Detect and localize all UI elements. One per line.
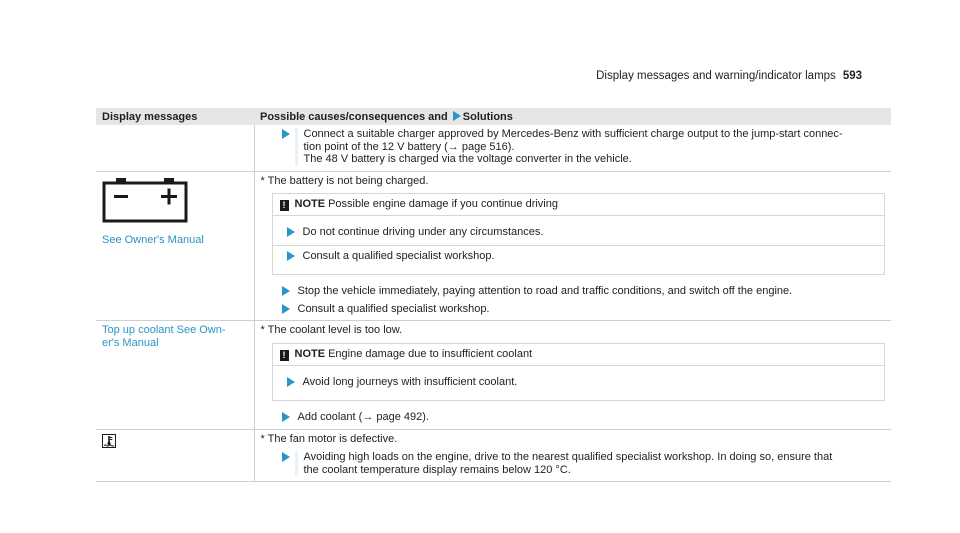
arrow-icon <box>282 304 290 314</box>
arrow-icon <box>282 412 290 422</box>
table-row <box>96 125 891 171</box>
note-step: Consult a qualified specialist workshop. <box>287 250 885 263</box>
solution-step: Avoiding high loads on the engine, drive to the nearest qualified specialist workshop. In doing so, ensure that the coolant temperature display remains below 120 °C. <box>282 451 886 476</box>
page-number: 593 <box>842 70 862 82</box>
display-message: Top up coolant See Own- er's Manual <box>102 324 226 349</box>
arrow-icon <box>282 129 290 139</box>
display-message: See Owner's Manual <box>102 234 204 246</box>
note-text: Engine damage due to insufficient coolant <box>328 347 533 360</box>
solution-step: Consult a qualified specialist workshop. <box>282 303 886 316</box>
note-box <box>272 193 886 275</box>
table-row <box>96 171 891 321</box>
solution-step: Connect a suitable charger approved by Mercedes-Benz with sufficient charge output to the jump-start connec- tion point of the 12 V battery (→ page 516). The 48 V battery is charged via the voltage converter in the vehicle. <box>282 128 886 166</box>
cause-text: * The coolant level is too low. <box>260 324 403 336</box>
messages-table <box>96 108 891 482</box>
arrow-icon <box>282 286 290 296</box>
table-header-row <box>96 108 891 125</box>
coolant-temperature-icon <box>102 434 116 448</box>
arrow-icon <box>282 452 290 462</box>
column-header-causes: Possible causes/consequences and Solutions <box>254 108 891 125</box>
message-cell <box>96 321 254 430</box>
note-box <box>272 343 886 402</box>
message-cell <box>96 171 254 321</box>
message-cell <box>96 429 254 482</box>
solution-cell <box>254 171 891 321</box>
solution-cell <box>254 429 891 482</box>
table-row <box>96 321 891 430</box>
warning-icon: ! <box>280 350 289 361</box>
table-row <box>96 429 891 482</box>
note-text: Possible engine damage if you continue driving <box>328 198 558 210</box>
battery-icon <box>102 177 188 223</box>
arrow-icon <box>287 251 295 261</box>
arrow-icon <box>287 377 295 387</box>
note-step: Do not continue driving under any circumstances. <box>287 226 885 239</box>
warning-icon: ! <box>280 200 289 211</box>
cause-text: * The fan motor is defective. <box>260 432 398 445</box>
page-header <box>596 70 862 82</box>
solution-step: Add coolant (→ page 492). <box>282 411 886 424</box>
note-label: NOTE <box>294 198 326 210</box>
arrow-icon <box>453 111 461 121</box>
solution-cell <box>254 321 891 430</box>
note-label: NOTE <box>294 347 326 360</box>
note-step: Avoid long journeys with insufficient coolant. <box>287 376 885 389</box>
arrow-icon <box>287 227 295 237</box>
solution-cell <box>254 125 891 171</box>
header-title: Display messages and warning/indicator lamps <box>596 70 836 82</box>
cause-text: * The battery is not being charged. <box>260 174 429 187</box>
message-cell <box>96 125 254 171</box>
column-header-messages: Display messages <box>96 108 254 125</box>
solution-step: Stop the vehicle immediately, paying attention to road and traffic conditions, and switch off the engine. <box>282 285 886 298</box>
